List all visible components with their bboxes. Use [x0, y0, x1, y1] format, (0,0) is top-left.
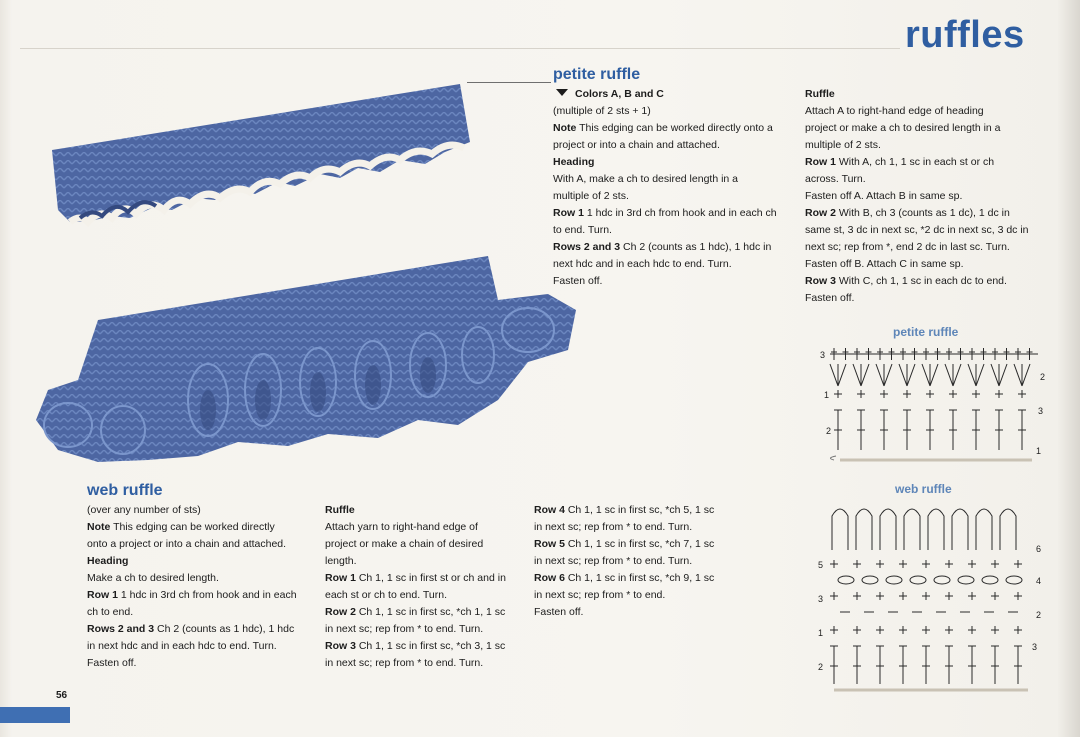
chain-symbol: [934, 576, 950, 584]
web-ruffle-photo: [28, 250, 598, 470]
petite-heading-text-2: multiple of 2 sts.: [553, 190, 629, 202]
petite-ruffle-photo: [40, 72, 480, 242]
chain-loop-symbol: [856, 509, 872, 550]
chain-loop-symbol: [976, 509, 992, 550]
header-rule: [20, 48, 900, 49]
fan-symbol: [1014, 364, 1022, 386]
petite-ruffle-chart-diagram: [820, 344, 1050, 464]
web-r6-fasten: Fasten off.: [534, 606, 584, 618]
web-rows23-cont: in next hdc and in each hdc to end. Turn.: [87, 640, 277, 652]
petite-ruffle-label: Ruffle: [805, 88, 835, 100]
chain-loop-symbol: [952, 509, 968, 550]
page-title: ruffles: [905, 14, 1025, 56]
petite-note: Note This edging can be worked directly onto a: [553, 122, 773, 134]
petite-r2-cont-2: next sc; rep from *, end 2 dc in last sc. Turn.: [805, 241, 1010, 253]
chain-loop-symbol: [904, 509, 920, 550]
chain-loop-symbol: [928, 509, 944, 550]
web-r4-cont: in next sc; rep from * to end. Turn.: [534, 521, 693, 533]
petite-r2-cont: same st, 3 dc in next sc, *2 dc in next sc, 3 dc in: [805, 224, 1029, 236]
petite-r3-cont: Fasten off.: [805, 292, 855, 304]
page-number: 56: [56, 690, 68, 701]
web-note-cont: onto a project or into a chain and attached.: [87, 538, 287, 550]
web-row-label-1: 1: [818, 628, 824, 638]
web-r1-cont: each st or ch to end. Turn.: [325, 589, 447, 601]
web-row-label-4: 4: [1036, 576, 1042, 586]
web-row-label-2-lower: 2: [818, 662, 824, 672]
petite-row1: Row 1 1 hdc in 3rd ch from hook and in each ch: [553, 207, 777, 219]
fan-symbol: [922, 364, 930, 386]
petite-r2: Row 2 With B, ch 3 (counts as 1 dc), 1 dc in: [805, 207, 1010, 219]
web-heading-label: Heading: [87, 555, 129, 567]
petite-fasten: Fasten off.: [553, 275, 603, 287]
chain-symbol: [1006, 576, 1022, 584]
web-row-label-2: 2: [1036, 610, 1042, 620]
petite-heading-text: With A, make a ch to desired length in a: [553, 173, 739, 185]
web-ruffle-chart-diagram: [816, 500, 1046, 700]
fan-symbol: [853, 364, 861, 386]
web-ruffle-label: Ruffle: [325, 504, 355, 516]
chain-symbol: [910, 576, 926, 584]
petite-ruffle-text-2: project or make a ch to desired length in a: [805, 122, 1001, 134]
petite-r1-cont-2: Fasten off A. Attach B in same sp.: [805, 190, 963, 202]
web-r1: Row 1 Ch 1, 1 sc in first st or ch and in: [325, 572, 506, 584]
colors-line: Colors A, B and C: [575, 88, 664, 100]
petite-row-label-2-left: 2: [826, 426, 832, 436]
petite-ruffle-text-3: multiple of 2 sts.: [805, 139, 881, 151]
petite-diagram-title: petite ruffle: [893, 325, 959, 339]
petite-r1-cont: across. Turn.: [805, 173, 866, 185]
web-ruffle-text: Attach yarn to right-hand edge of: [325, 521, 478, 533]
web-heading-text: Make a ch to desired length.: [87, 572, 219, 584]
petite-heading-label: Heading: [553, 156, 595, 168]
web-r6: Row 6 Ch 1, 1 sc in first sc, *ch 9, 1 sc: [534, 572, 715, 584]
petite-multiple: (multiple of 2 sts + 1): [553, 105, 651, 117]
page-color-tab: [0, 707, 70, 723]
web-r3-cont: in next sc; rep from * to end. Turn.: [325, 657, 484, 669]
fan-symbol: [953, 364, 961, 386]
page-spine: [1058, 0, 1080, 737]
chain-loop-symbol: [1000, 509, 1016, 550]
web-ruffle-title: web ruffle: [87, 482, 163, 499]
fan-symbol: [899, 364, 907, 386]
fan-symbol: [907, 364, 915, 386]
web-note: Note This edging can be worked directly: [87, 521, 275, 533]
chain-symbol: [982, 576, 998, 584]
web-row-label-3: 3: [818, 594, 824, 604]
fan-symbol: [876, 364, 884, 386]
web-row1-cont: ch to end.: [87, 606, 134, 618]
triangle-bullet-icon: [556, 89, 568, 96]
fan-symbol: [830, 364, 838, 386]
petite-r3: Row 3 With C, ch 1, 1 sc in each dc to end.: [805, 275, 1007, 287]
chain-symbol: [886, 576, 902, 584]
petite-r2-cont-3: Fasten off B. Attach C in same sp.: [805, 258, 964, 270]
web-diagram-title: web ruffle: [895, 482, 952, 496]
petite-row-label-1: 1: [824, 390, 830, 400]
petite-ruffle-text: Attach A to right-hand edge of heading: [805, 105, 984, 117]
petite-row-label-3: 3: [820, 350, 826, 360]
petite-row-label-2: 2: [1040, 372, 1046, 382]
web-ruffle-text-3: length.: [325, 555, 357, 567]
petite-r1: Row 1 With A, ch 1, 1 sc in each st or ch: [805, 156, 995, 168]
fan-symbol: [999, 364, 1007, 386]
web-r3: Row 3 Ch 1, 1 sc in first sc, *ch 3, 1 sc: [325, 640, 506, 652]
fan-symbol: [861, 364, 869, 386]
fan-symbol: [1022, 364, 1030, 386]
fan-symbol: [991, 364, 999, 386]
web-r5-cont: in next sc; rep from * to end. Turn.: [534, 555, 693, 567]
fan-symbol: [838, 364, 846, 386]
web-ruffle-text-2: project or make a chain of desired: [325, 538, 484, 550]
chain-loop-symbol: [880, 509, 896, 550]
web-r2: Row 2 Ch 1, 1 sc in first sc, *ch 1, 1 sc: [325, 606, 506, 618]
petite-row-label-1-right: 1: [1036, 446, 1042, 456]
chain-symbol: [862, 576, 878, 584]
web-r2-cont: in next sc; rep from * to end. Turn.: [325, 623, 484, 635]
fan-symbol: [930, 364, 938, 386]
chain-loop-symbol: [832, 509, 848, 550]
petite-ruffle-title: petite ruffle: [553, 66, 641, 83]
fan-symbol: [968, 364, 976, 386]
petite-row1-cont: to end. Turn.: [553, 224, 612, 236]
petite-row-label-3-right: 3: [1038, 406, 1044, 416]
chain-symbol: [838, 576, 854, 584]
web-row-label-5: 5: [818, 560, 824, 570]
petite-note-cont: project or into a chain and attached.: [553, 139, 720, 151]
web-multiple: (over any number of sts): [87, 504, 201, 516]
web-rows23: Rows 2 and 3 Ch 2 (counts as 1 hdc), 1 hdc: [87, 623, 295, 635]
web-r6-cont: in next sc; rep from * to end.: [534, 589, 666, 601]
fan-symbol: [945, 364, 953, 386]
chain-symbol: [958, 576, 974, 584]
petite-rows23-cont: next hdc and in each hdc to end. Turn.: [553, 258, 732, 270]
web-row-label-3-lower: 3: [1032, 642, 1038, 652]
petite-rows23: Rows 2 and 3 Ch 2 (counts as 1 hdc), 1 hdc in: [553, 241, 772, 253]
title-pointer-rule: [467, 82, 551, 83]
web-r5: Row 5 Ch 1, 1 sc in first sc, *ch 7, 1 sc: [534, 538, 715, 550]
fan-symbol: [976, 364, 984, 386]
web-r4: Row 4 Ch 1, 1 sc in first sc, *ch 5, 1 sc: [534, 504, 715, 516]
web-row1: Row 1 1 hdc in 3rd ch from hook and in each: [87, 589, 297, 601]
web-row-label-6: 6: [1036, 544, 1042, 554]
fan-symbol: [884, 364, 892, 386]
web-fasten: Fasten off.: [87, 657, 137, 669]
